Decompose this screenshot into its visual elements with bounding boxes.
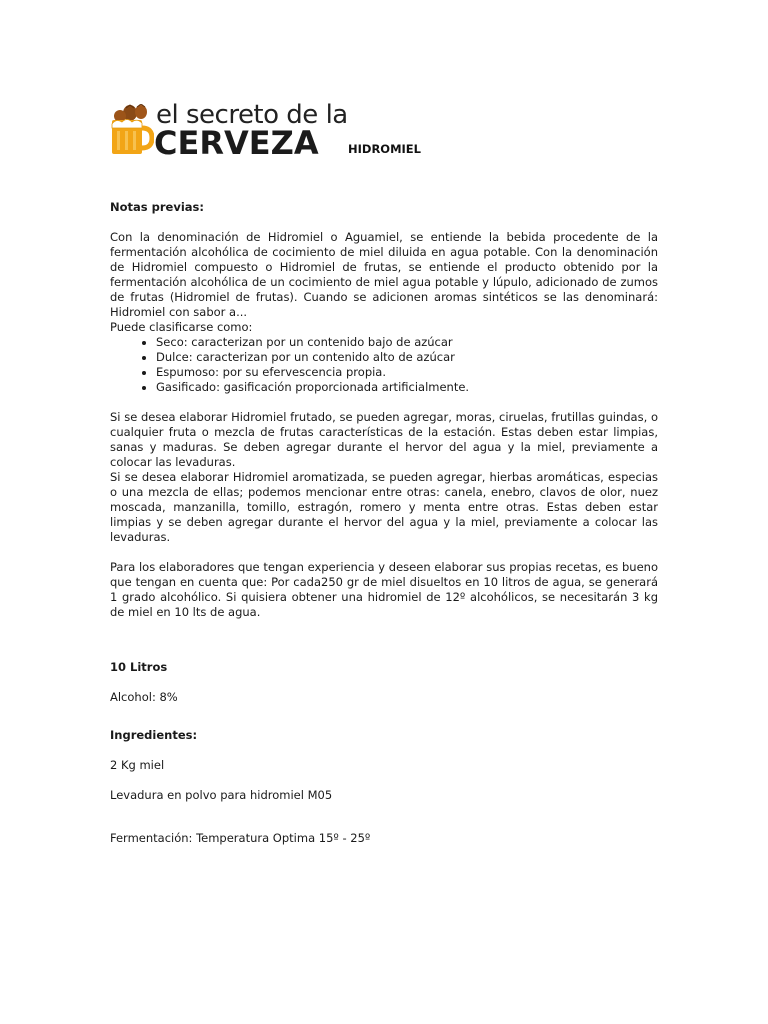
list-item: • Dulce: caracterizan por un contenido alto de azúcar — [156, 350, 658, 365]
list-item: • Espumoso: por su efervescencia propia. — [156, 365, 658, 380]
list-item: • Gasificado: gasificación proporcionada artificialmente. — [156, 380, 658, 395]
classification-label: Puede clasificarse como: — [110, 320, 253, 334]
fermentation-note: Fermentación: Temperatura Optima 15º - 25º — [110, 831, 371, 845]
ingredient-item: 2 Kg miel — [110, 758, 165, 772]
ingredient-item: Levadura en polvo para hidromiel M05 — [110, 788, 333, 802]
logo-text-line1: el secreto de la — [156, 100, 348, 130]
logo-text-line2: CERVEZA — [154, 124, 319, 162]
brand-logo — [108, 100, 348, 162]
volume-heading: 10 Litros — [110, 660, 168, 674]
beer-mug-hops-icon — [108, 104, 154, 156]
alcohol-value: Alcohol: 8% — [110, 690, 178, 704]
paragraph-aromatic: Si se desea elaborar Hidromiel aromatizada, se pueden agregar, hierbas aromáticas, especias o una mezcla de ellas; podemos mencionar entre otras: canela, enebro, clavos de olor, nuez moscada, manzanilla, tomillo, estragón, romero y menta entre otras. Estas deben estar limpias y se deben agregar durante el hervor del agua y la miel, previamente a colocar las levaduras. — [110, 470, 658, 544]
list-item: • Seco: caracterizan por un contenido bajo de azúcar — [156, 335, 658, 350]
paragraph-fruit: Si se desea elaborar Hidromiel frutado, se pueden agregar, moras, ciruelas, frutillas guindas, o cualquier fruta o mezcla de frutas características de la estación. Estas deben estar limpias, sanas y maduras. Se deben agregar durante el hervor del agua y la miel, previamente a colocar las levaduras. — [110, 410, 658, 469]
classification-list — [110, 335, 658, 395]
paragraph-ratio: Para los elaboradores que tengan experiencia y deseen elaborar sus propias recetas, es bueno que tengan en cuenta que: Por cada250 gr de miel disueltos en 10 litros de agua, se generará 1 grado alcohólico. Si quisiera obtener una hidromiel de 12º alcohólicos, se necesitarán 3 kg de miel en 10 lts de agua. — [110, 560, 658, 619]
ingredients-heading: Ingredientes: — [110, 728, 198, 742]
notes-heading: Notas previas: — [110, 200, 204, 214]
paragraph-definition: Con la denominación de Hidromiel o Aguamiel, se entiende la bebida procedente de la fermentación alcohólica de cocimiento de miel diluida en agua potable. Con la denominación de Hidromiel compuesto o Hidromiel de frutas, se entiende el producto obtenido por la fermentación alcohólica de un cocimiento de miel agua potable y lúpulo, adicionado de zumos de frutas (Hidromiel de frutas). Cuando se adicionen aromas sintéticos se las denominará: Hidromiel con sabor a... — [110, 230, 658, 319]
document-body — [110, 200, 658, 846]
document-title: HIDROMIEL — [348, 142, 421, 156]
